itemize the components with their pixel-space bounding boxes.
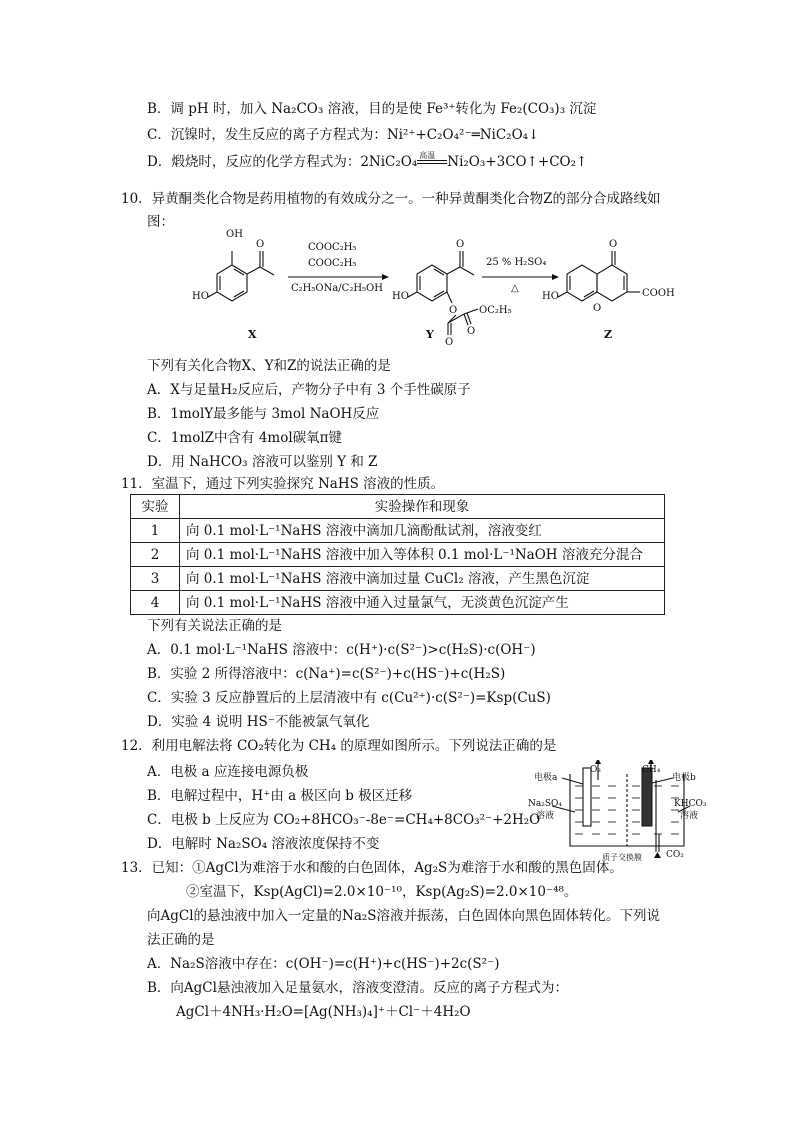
q10-question: 下列有关化合物X、Y和Z的说法正确的是 [147,358,391,374]
table-cell: 向 0.1 mol·L⁻¹NaHS 溶液中加入等体积 0.1 mol·L⁻¹NaOH 溶液充分混合 [180,543,665,567]
reagent-line-1: COOC₂H₅ [308,242,357,253]
q10-stem-line1: 10．异黄酮类化合物是药用植物的有效成分之一。一种异黄酮类化合物Z的部分合成路线如 [121,191,661,207]
q9-option-d-prefix: D．煅烧时，反应的化学方程式为：2NiC₂O₄ [147,154,418,170]
q13-option-b: B．向AgCl悬浊液加入足量氨水，溶液变澄清。反应的离子方程式为： [147,980,568,996]
x-o-label: O [256,239,265,250]
x-oh-label: OH [226,229,243,240]
q11-stem: 11．室温下，通过下列实验探究 NaHS 溶液的性质。 [121,476,445,492]
compound-z-ring-b [597,265,627,301]
table-header-cell: 实验 [131,495,180,519]
q9-option-c: C．沉镍时，发生反应的离子方程式为：Ni²⁺+C₂O₄²⁻═NiC₂O₄↓ [147,127,540,143]
experiment-table [130,494,665,615]
q12-option-d: D．电解时 Na₂SO₄ 溶液浓度保持不变 [147,836,380,852]
x-ho-label: HO [192,291,209,302]
compound-y-ring [417,265,447,301]
ch4-label: CH₄ [642,765,661,775]
q11-option-d: D．实验 4 说明 HS⁻不能被氯气氧化 [147,714,370,730]
compound-z-ring-a [567,265,597,301]
table-row [131,591,665,615]
table-row [131,519,665,543]
table-cell: 1 [131,519,180,543]
q11-option-b: B．实验 2 所得溶液中：c(Na⁺)=c(S²⁻)+c(HS⁻)+c(H₂S) [147,666,506,682]
label-z: Z [604,328,613,341]
reaction-conditions-1: C₂H₅ONa/C₂H₅OH [291,283,383,294]
table-cell: 4 [131,591,180,615]
membrane-label: 质子交换膜 [602,853,642,862]
q11-question: 下列有关说法正确的是 [147,618,282,634]
table-header-row [131,495,665,519]
q13-condition-2: ②室温下，Ksp(AgCl)=2.0×10⁻¹⁰，Ksp(Ag₂S)=2.0×10⁻⁴⁸。 [186,884,578,900]
right-solution-label: 溶液 [680,811,699,821]
q10-option-b: B．1molY最多能与 3mol NaOH反应 [147,406,380,422]
label-y: Y [426,328,434,341]
q12-stem: 12．利用电解法将 CO₂转化为 CH₄ 的原理如图所示。下列说法正确的是 [121,738,557,754]
reaction-condition-label: 高温 [419,151,436,160]
electrode-a-label: 电极a [534,773,558,783]
y-ho-label: HO [392,291,409,302]
table-header-cell: 实验操作和现象 [180,495,665,519]
electrode-a [583,768,591,826]
table-cell: 2 [131,543,180,567]
q11-option-a: A．0.1 mol·L⁻¹NaHS 溶液中：c(H⁺)·c(S²⁻)>c(H₂S)·c(OH⁻) [147,642,536,658]
y-oet-label: OC₂H₅ [479,305,512,316]
y-o-carbonyl-1: O [445,337,454,348]
q9-option-b: B．调 pH 时，加入 Na₂CO₃ 溶液，目的是使 Fe³⁺转化为 Fe₂(CO₃)₃ 沉淀 [147,101,597,117]
q12-option-b: B．电解过程中，H⁺由 a 极区向 b 极区迁移 [147,788,413,804]
y-o-carbonyl-2: O [467,326,476,337]
z-cooh-label: COOH [642,288,675,299]
table-cell: 向 0.1 mol·L⁻¹NaHS 溶液中滴加过量 CuCl₂ 溶液，产生黑色沉淀 [180,567,665,591]
q13-text-line1: 向AgCl的悬浊液中加入一定量的Na₂S溶液并振荡，白色固体向黑色固体转化。下列说 [147,908,661,924]
q13-stem: 13．已知：①AgCl为难溶于水和酸的白色固体，Ag₂S为难溶于水和酸的黑色固体。 [121,860,623,876]
q10-option-c: C．1molZ中含有 4mol碳氧π键 [147,430,343,446]
reaction-conditions-2: 25 % H₂SO₄ [486,257,547,268]
o2-label: O₂ [590,765,601,775]
q10-option-a: A．X与足量H₂反应后，产物分子中有 3 个手性碳原子 [147,382,471,398]
q12-option-a: A．电极 a 应连接电源负极 [147,764,309,780]
q9-option-d-suffix: Ni₂O₃+3CO↑+CO₂↑ [447,154,588,170]
reaction-heat-symbol: △ [511,283,519,294]
electrode-b-label: 电极b [672,773,696,783]
q13-text-line2: 法正确的是 [147,932,215,948]
co2-inlet [656,780,659,852]
synthesis-scheme [190,225,700,350]
reaction-condition-arrow [417,153,447,171]
q9-option-d [147,153,587,171]
table-cell: 向 0.1 mol·L⁻¹NaHS 溶液中滴加几滴酚酞试剂，溶液变红 [180,519,665,543]
reagent-line-2: COOC₂H₅ [308,258,357,269]
y-o-ester-label: O [449,305,458,316]
q10-stem-line2: 图： [147,214,174,230]
table-cell: 向 0.1 mol·L⁻¹NaHS 溶液中通入过量氯气，无淡黄色沉淀产生 [180,591,665,615]
z-ho-label: HO [542,291,559,302]
electrolysis-cell-diagram [528,760,718,864]
left-solution-label: 溶液 [536,811,555,821]
q10-option-d: D．用 NaHCO₃ 溶液可以鉴别 Y 和 Z [147,454,378,470]
z-o-ring: O [593,303,602,314]
q13-option-a: A．Na₂S溶液中存在：c(OH⁻)=c(H⁺)+c(HS⁻)+2c(S²⁻) [147,956,500,972]
electrode-b [642,768,652,826]
khco3-label: KHCO₃ [674,799,707,809]
q13-option-b-equation: AgCl＋4NH₃·H₂O=[Ag(NH₃)₄]⁺＋Cl⁻＋4H₂O [176,1004,471,1020]
z-o-carbonyl: O [609,239,618,250]
compound-x-ring [217,265,247,301]
table-cell: 3 [131,567,180,591]
na2so4-label: Na₂SO₄ [528,799,563,809]
label-x: X [248,328,257,341]
q12-option-c: C．电极 b 上反应为 CO₂+8HCO₃⁻-8e⁻=CH₄+8CO₃²⁻+2H₂O [147,812,541,828]
y-o-label: O [456,239,465,250]
table-row [131,543,665,567]
table-row [131,567,665,591]
q11-option-c: C．实验 3 反应静置后的上层清液中有 c(Cu²⁺)·c(S²⁻)=Ksp(CuS) [147,690,551,706]
co2-label: CO₂ [666,850,684,860]
